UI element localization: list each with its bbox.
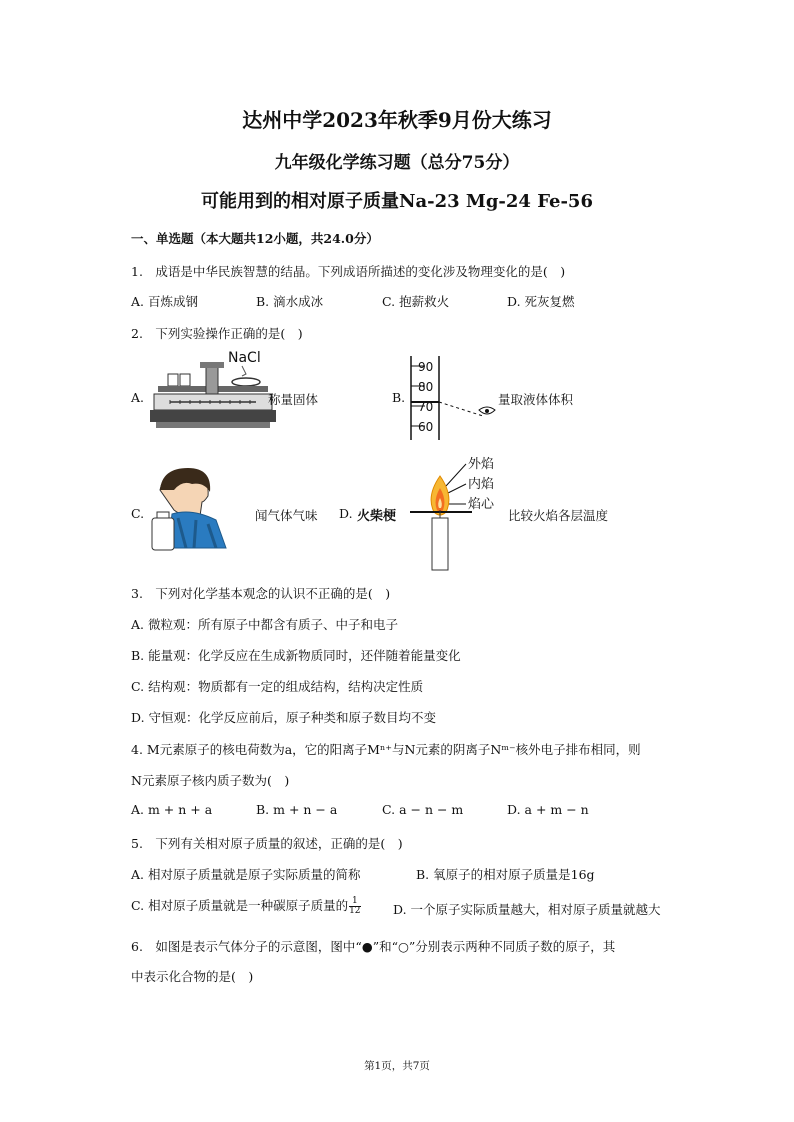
- q5-option-d: D. 一个原子实际质量越大，相对原子质量就越大: [393, 902, 661, 917]
- scale-90: 90: [418, 360, 434, 374]
- q4-option-d: D. a + m − n: [507, 802, 589, 817]
- nacl-label: NaCl: [228, 350, 261, 366]
- document-title: 达州中学2023年秋季9月份大练习: [242, 108, 552, 132]
- q2-option-a-text: 称量固体: [268, 392, 319, 407]
- candle-flame-figure: [410, 452, 506, 572]
- fraction-numerator: 1: [349, 897, 360, 907]
- q2-option-a-letter: A.: [131, 390, 145, 405]
- question-4-stem-line-1: 4. M元素原子的核电荷数为a，它的阳离子Mⁿ⁺与N元素的阴离子Nᵐ⁻核外电子排布相同，则: [131, 742, 641, 757]
- scale-80: 80: [418, 380, 434, 394]
- q5-option-c-text: C. 相对原子质量就是一种碳原子质量的: [131, 898, 349, 913]
- scale-60: 60: [418, 420, 434, 434]
- q2-option-d-text: 比较火焰各层温度: [508, 508, 609, 523]
- question-2-stem: 2. 下列实验操作正确的是( ): [131, 326, 303, 341]
- q1-option-d: D. 死灰复燃: [507, 294, 575, 309]
- graduated-cylinder-figure: [405, 352, 505, 442]
- question-6-stem-line-2: 中表示化合物的是( ): [131, 969, 254, 984]
- q2-option-b-text: 量取液体体积: [498, 392, 574, 407]
- balance-figure: [150, 346, 280, 446]
- question-6-stem-line-1: 6. 如图是表示气体分子的示意图，图中“●”和“○”分别表示两种不同质子数的原子，其: [131, 939, 616, 954]
- question-4-stem-line-2: N元素原子核内质子数为( ): [131, 773, 290, 788]
- q2-option-d-letter: D.: [339, 506, 353, 521]
- q4-option-c: C. a − n − m: [382, 802, 464, 817]
- q3-option-c: C. 结构观：物质都有一定的组成结构，结构决定性质: [131, 679, 424, 694]
- scale-70: 70: [418, 400, 434, 414]
- q5-option-a: A. 相对原子质量就是原子实际质量的简称: [131, 867, 361, 882]
- q4-option-b: B. m + n − a: [256, 802, 338, 817]
- smelling-gas-figure: [148, 466, 228, 556]
- document-subtitle: 九年级化学练习题（总分75分）: [274, 153, 520, 173]
- one-twelfth-fraction: [349, 897, 360, 916]
- q3-option-b: B. 能量观：化学反应在生成新物质同时，还伴随着能量变化: [131, 648, 461, 663]
- section-title: 一、单选题（本大题共12小题，共24.0分）: [131, 231, 379, 246]
- q2-option-c-letter: C.: [131, 506, 145, 521]
- atomic-masses-line: 可能用到的相对原子质量Na-23 Mg-24 Fe-56: [201, 191, 593, 212]
- page-footer: 第1页，共7页: [364, 1060, 430, 1072]
- outer-flame-label: 外焰: [468, 457, 495, 472]
- q5-option-c: [131, 896, 362, 916]
- question-3-stem: 3. 下列对化学基本观念的认识不正确的是( ): [131, 586, 391, 601]
- fraction-denominator: 12: [349, 906, 361, 916]
- q2-option-c-text: 闻气体气味: [255, 508, 318, 523]
- flame-core-label: 焰心: [468, 497, 495, 512]
- q4-option-a: A. m + n + a: [131, 802, 213, 817]
- q1-option-c: C. 抱薪救火: [382, 294, 450, 309]
- q1-option-b: B. 滴水成冰: [256, 294, 324, 309]
- question-5-stem: 5. 下列有关相对原子质量的叙述，正确的是( ): [131, 836, 403, 851]
- q2-option-b-letter: B.: [392, 390, 406, 405]
- question-1-stem: 1. 成语是中华民族智慧的结晶。下列成语所描述的变化涉及物理变化的是( ): [131, 264, 566, 279]
- inner-flame-label: 内焰: [468, 477, 495, 492]
- match-stick-label: 火柴梗: [357, 509, 397, 524]
- q3-option-d: D. 守恒观：化学反应前后，原子种类和原子数目均不变: [131, 710, 437, 725]
- q3-option-a: A. 微粒观：所有原子中都含有质子、中子和电子: [131, 617, 398, 632]
- q5-option-b: B. 氧原子的相对原子质量是16g: [416, 867, 595, 882]
- q1-option-a: A. 百炼成钢: [131, 294, 198, 309]
